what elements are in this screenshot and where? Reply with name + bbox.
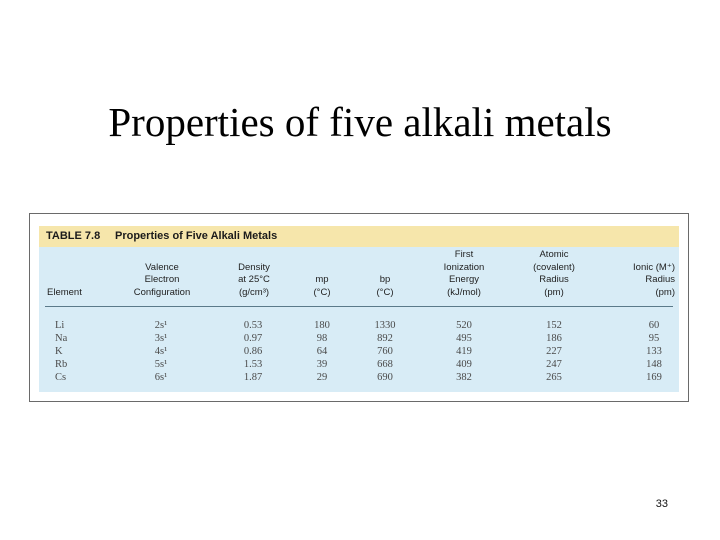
cell-mp: 64	[316, 346, 328, 357]
table-row	[39, 319, 679, 332]
cell-mp: 39	[316, 359, 328, 370]
cell-bp: 1330	[374, 320, 396, 331]
cell-ionization-energy: 520	[456, 320, 472, 331]
table-caption	[39, 226, 679, 247]
cell-ionic-radius: 148	[646, 359, 662, 370]
cell-bp: 892	[377, 333, 393, 344]
cell-mp: 29	[316, 372, 328, 383]
cell-bp: 760	[377, 346, 393, 357]
column-header-ionization-energy: First Ionization Energy (kJ/mol)	[443, 249, 485, 298]
cell-element: K	[55, 346, 63, 357]
cell-element: Rb	[55, 359, 68, 370]
table-frame	[29, 213, 689, 402]
cell-ionization-energy: 382	[456, 372, 472, 383]
table-row	[39, 358, 679, 371]
cell-element: Na	[55, 333, 68, 344]
page-number: 33	[655, 498, 668, 510]
cell-density: 0.97	[243, 333, 263, 344]
cell-mp: 98	[316, 333, 328, 344]
cell-ionization-energy: 409	[456, 359, 472, 370]
header-rule	[45, 306, 673, 307]
cell-configuration: 3s¹	[154, 333, 168, 344]
table-caption-number: TABLE 7.8	[46, 230, 101, 242]
cell-density: 1.53	[243, 359, 263, 370]
cell-configuration: 4s¹	[154, 346, 168, 357]
table-row	[39, 371, 679, 384]
column-header-atomic-radius: Atomic (covalent) Radius (pm)	[533, 249, 575, 298]
cell-density: 0.53	[243, 320, 263, 331]
cell-density: 1.87	[243, 372, 263, 383]
column-header-configuration: Valence Electron Configuration	[133, 261, 191, 298]
column-header-bp: bp (°C)	[376, 274, 394, 298]
cell-atomic-radius: 247	[546, 359, 562, 370]
column-header-mp: mp (°C)	[313, 274, 331, 298]
cell-density: 0.86	[243, 346, 263, 357]
column-header-ionic-radius: Ionic (M⁺) Radius (pm)	[633, 261, 675, 298]
cell-ionic-radius: 60	[648, 320, 660, 331]
table-row	[39, 345, 679, 358]
slide-title: Properties of five alkali metals	[108, 99, 612, 145]
cell-element: Li	[55, 320, 65, 331]
properties-table	[39, 226, 679, 392]
column-header-density: Density at 25°C (g/cm³)	[238, 261, 270, 298]
cell-ionic-radius: 95	[648, 333, 660, 344]
cell-element: Cs	[55, 372, 67, 383]
cell-ionization-energy: 419	[456, 346, 472, 357]
cell-ionic-radius: 133	[646, 346, 662, 357]
cell-bp: 668	[377, 359, 393, 370]
table-header	[39, 250, 679, 302]
cell-mp: 180	[314, 320, 330, 331]
cell-atomic-radius: 227	[546, 346, 562, 357]
column-header-element: Element	[47, 286, 82, 298]
cell-configuration: 2s¹	[154, 320, 168, 331]
cell-configuration: 5s¹	[154, 359, 168, 370]
cell-ionization-energy: 495	[456, 333, 472, 344]
table-caption-title: Properties of Five Alkali Metals	[115, 230, 278, 242]
cell-atomic-radius: 186	[546, 333, 562, 344]
cell-ionic-radius: 169	[646, 372, 662, 383]
cell-configuration: 6s¹	[154, 372, 168, 383]
cell-atomic-radius: 265	[546, 372, 562, 383]
cell-bp: 690	[377, 372, 393, 383]
table-row	[39, 332, 679, 345]
cell-atomic-radius: 152	[546, 320, 562, 331]
